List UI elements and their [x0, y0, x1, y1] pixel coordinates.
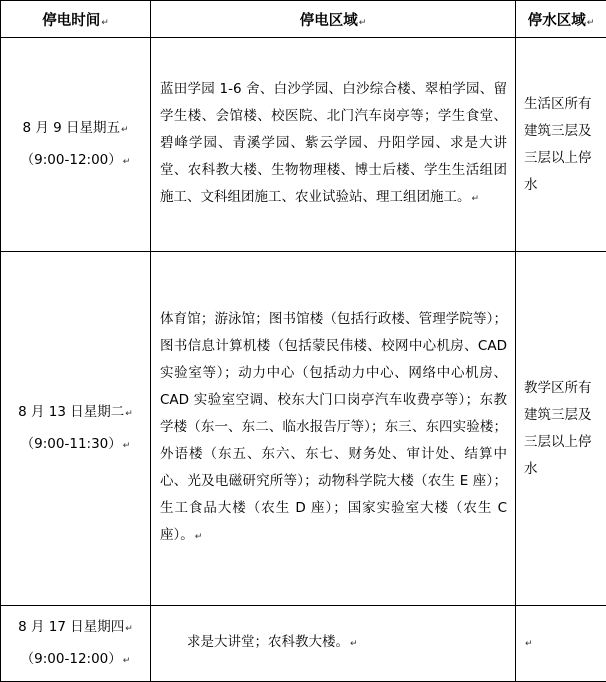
outage-date: 8 月 13 日星期二 — [18, 404, 124, 420]
paragraph-mark-icon: ↵ — [121, 125, 129, 135]
outage-hours: （9:00-12:00） — [21, 651, 122, 667]
paragraph-mark-icon: ↵ — [587, 18, 595, 28]
header-water-area-label: 停水区域 — [528, 13, 586, 29]
paragraph-mark-icon: ↵ — [359, 18, 367, 28]
table-row — [1, 606, 606, 682]
power-area-cell — [151, 606, 516, 682]
outage-hours: （9:00-12:00） — [21, 152, 122, 168]
paragraph-mark-icon: ↵ — [125, 409, 133, 419]
paragraph-mark-icon: ↵ — [125, 624, 133, 634]
outage-date: 8 月 9 日星期五 — [22, 120, 120, 136]
header-water-area — [516, 1, 606, 38]
power-area-text: 求是大讲堂；农科教大楼。 — [187, 634, 349, 650]
outage-time-cell — [1, 38, 151, 252]
water-area-cell — [516, 606, 606, 682]
table-row — [1, 38, 606, 252]
outage-time-cell — [1, 606, 151, 682]
paragraph-mark-icon: ↵ — [525, 639, 533, 649]
outage-time-cell — [1, 252, 151, 606]
table-row — [1, 252, 606, 606]
water-area-cell — [516, 38, 606, 252]
outage-date: 8 月 17 日星期四 — [18, 619, 124, 635]
water-area-text: 教学区所有建筑三层及三层以上停水 — [524, 380, 592, 477]
header-power-area — [151, 1, 516, 38]
water-area-cell — [516, 252, 606, 606]
outage-hours: （9:00-11:30） — [21, 436, 122, 452]
header-row — [1, 1, 606, 38]
paragraph-mark-icon: ↵ — [350, 639, 358, 649]
paragraph-mark-icon: ↵ — [123, 157, 131, 167]
water-area-text: 生活区所有建筑三层及三层以上停水 — [524, 96, 592, 193]
paragraph-mark-icon: ↵ — [472, 194, 480, 204]
header-time — [1, 1, 151, 38]
power-area-cell — [151, 252, 516, 606]
paragraph-mark-icon: ↵ — [195, 532, 203, 542]
power-area-text: 蓝田学园 1-6 舍、白沙学园、白沙综合楼、翠柏学园、留学生楼、会馆楼、校医院、北门汽车岗亭等；学生食堂、碧峰学园、青溪学园、紫云学园、丹阳学园、求是大讲堂、农科教大楼、生物物理楼、博士后楼、学生生活组团施工、文科组团施工、农业试验站、理工组团施工。 — [160, 81, 507, 205]
power-area-cell — [151, 38, 516, 252]
paragraph-mark-icon: ↵ — [101, 18, 109, 28]
header-time-label: 停电时间 — [42, 13, 100, 29]
header-power-area-label: 停电区域 — [300, 13, 358, 29]
power-area-text: 体育馆；游泳馆；图书馆楼（包括行政楼、管理学院等）；图书信息计算机楼（包括蒙民伟楼、校网中心机房、CAD 实验室等）；动力中心（包括动力中心、网络中心机房、CAD 实验室空调、校东大门口岗亭汽车收费亭等）；东教学楼（东一、东二、临水报告厅等）；东三、东四实验楼；外语楼（东五、东六、东七、财务处、审计处、结算中心、光及电磁研究所等）；动物科学院大楼（农生 E 座）；生工食品大楼（农生 D 座）；国家实验室大楼（农生 C 座）。 — [160, 311, 507, 543]
paragraph-mark-icon: ↵ — [123, 656, 131, 666]
paragraph-mark-icon: ↵ — [123, 441, 131, 451]
